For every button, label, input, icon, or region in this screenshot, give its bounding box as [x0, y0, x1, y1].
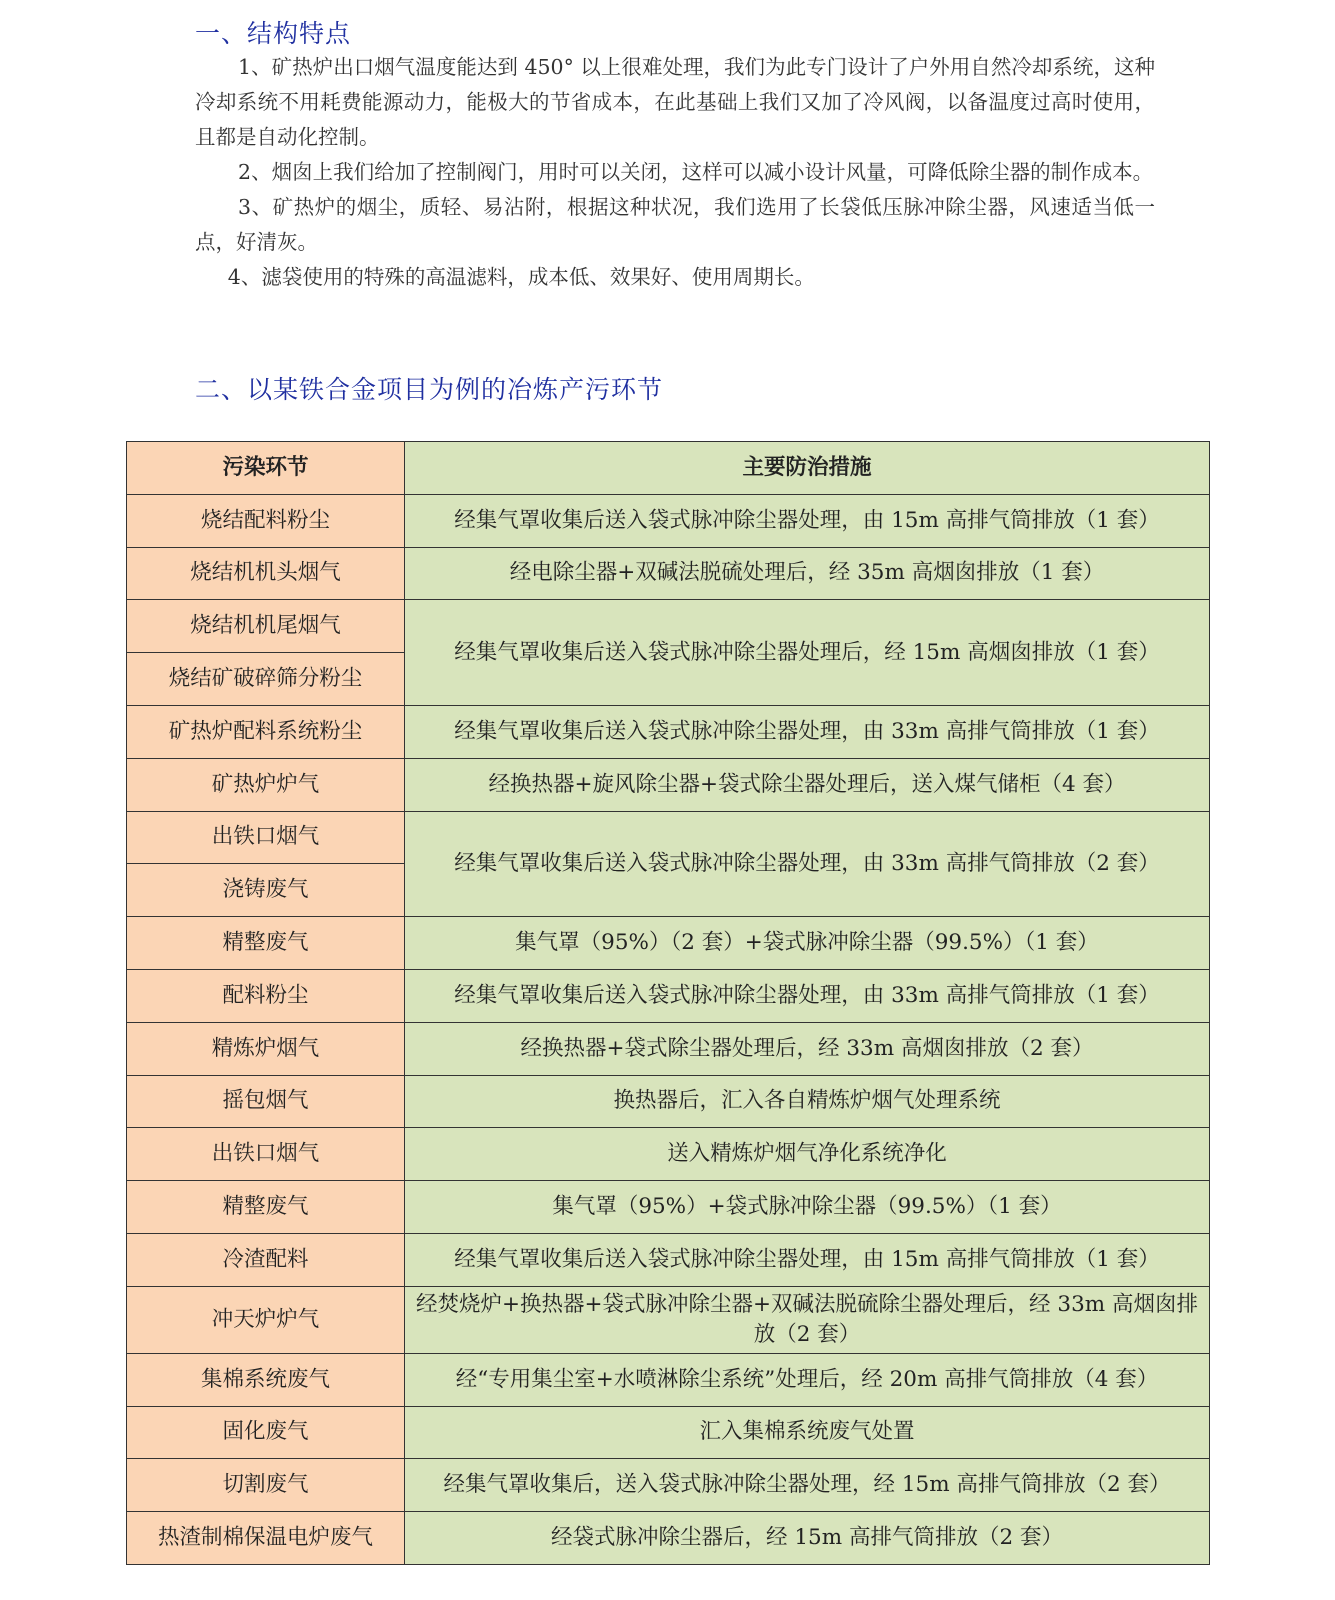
table-row [127, 1075, 1210, 1128]
pollution-source-cell: 配料粉尘 [127, 969, 405, 1022]
measure-cell: 经焚烧炉+换热器+袋式脉冲除尘器+双碱法脱硫除尘器处理后，经 33m 高烟囱排放（2 套） [405, 1286, 1210, 1353]
section-title-structure: 一、结构特点 [195, 19, 352, 48]
table-row [127, 1286, 1210, 1353]
table-row [127, 1353, 1210, 1406]
measure-cell: 经集气罩收集后送入袋式脉冲除尘器处理，由 33m 高排气筒排放（1 套） [405, 705, 1210, 758]
table-row [127, 1022, 1210, 1075]
measure-cell: 经集气罩收集后，送入袋式脉冲除尘器处理，经 15m 高排气筒排放（2 套） [405, 1459, 1210, 1512]
measure-cell: 经“专用集尘室+水喷淋除尘系统”处理后，经 20m 高排气筒排放（4 套） [405, 1353, 1210, 1406]
pollution-source-cell: 固化废气 [127, 1406, 405, 1459]
paragraph-1: 1、矿热炉出口烟气温度能达到 450° 以上很难处理，我们为此专门设计了户外用自然冷却系统，这种冷却系统不用耗费能源动力，能极大的节省成本，在此基础上我们又加了冷风阀，以备温度过高时使用，且都是自动化控制。 [195, 55, 1155, 149]
pollution-source-cell: 摇包烟气 [127, 1075, 405, 1128]
pollution-source-cell: 热渣制棉保温电炉废气 [127, 1512, 405, 1565]
pollution-source-cell: 烧结配料粉尘 [127, 494, 405, 547]
table-header-row [127, 442, 1210, 495]
pollution-source-cell: 浇铸废气 [127, 864, 405, 917]
table-row [127, 1233, 1210, 1286]
pollution-source-cell: 精整废气 [127, 917, 405, 970]
pollution-source-cell: 矿热炉炉气 [127, 758, 405, 811]
measure-cell: 送入精炼炉烟气净化系统净化 [405, 1128, 1210, 1181]
pollution-source-cell: 出铁口烟气 [127, 1128, 405, 1181]
table-row [127, 1181, 1210, 1234]
table-row [127, 1128, 1210, 1181]
pollution-source-cell: 烧结矿破碎筛分粉尘 [127, 653, 405, 706]
table-row [127, 1459, 1210, 1512]
table-row [127, 758, 1210, 811]
pollution-source-cell: 烧结机机尾烟气 [127, 600, 405, 653]
pollution-source-cell: 精炼炉烟气 [127, 1022, 405, 1075]
table-row [127, 917, 1210, 970]
paragraph-4: 4、滤袋使用的特殊的高温滤料，成本低、效果好、使用周期长。 [227, 265, 815, 289]
measure-cell: 换热器后，汇入各自精炼炉烟气处理系统 [405, 1075, 1210, 1128]
table-row [127, 1512, 1210, 1565]
pollution-source-cell: 烧结机机头烟气 [127, 547, 405, 600]
measure-cell: 经集气罩收集后送入袋式脉冲除尘器处理，由 15m 高排气筒排放（1 套） [405, 1233, 1210, 1286]
pollution-source-cell: 集棉系统废气 [127, 1353, 405, 1406]
pollution-table [126, 441, 1210, 1565]
measure-cell: 经集气罩收集后送入袋式脉冲除尘器处理后，经 15m 高烟囱排放（1 套） [405, 600, 1210, 706]
measure-cell: 集气罩（95%）+袋式脉冲除尘器（99.5%）（1 套） [405, 1181, 1210, 1234]
header-measures: 主要防治措施 [405, 442, 1210, 495]
structure-paragraphs [195, 50, 1155, 295]
pollution-source-cell: 精整废气 [127, 1181, 405, 1234]
measure-cell: 集气罩（95%）（2 套）+袋式脉冲除尘器（99.5%）（1 套） [405, 917, 1210, 970]
pollution-source-cell: 矿热炉配料系统粉尘 [127, 705, 405, 758]
paragraph-2: 2、烟囱上我们给加了控制阀门，用时可以关闭，这样可以减小设计风量，可降低除尘器的制作成本。 [238, 160, 1154, 184]
table-row [127, 494, 1210, 547]
measure-cell: 经电除尘器+双碱法脱硫处理后，经 35m 高烟囱排放（1 套） [405, 547, 1210, 600]
table-row [127, 600, 1210, 653]
table-row [127, 1406, 1210, 1459]
measure-cell: 经换热器+旋风除尘器+袋式除尘器处理后，送入煤气储柜（4 套） [405, 758, 1210, 811]
pollution-source-cell: 切割废气 [127, 1459, 405, 1512]
table-row [127, 811, 1210, 864]
measure-cell: 经集气罩收集后送入袋式脉冲除尘器处理，由 33m 高排气筒排放（1 套） [405, 969, 1210, 1022]
pollution-source-cell: 出铁口烟气 [127, 811, 405, 864]
table-row [127, 547, 1210, 600]
table-row [127, 969, 1210, 1022]
header-pollution-source: 污染环节 [127, 442, 405, 495]
pollution-source-cell: 冷渣配料 [127, 1233, 405, 1286]
measure-cell: 经袋式脉冲除尘器后，经 15m 高排气筒排放（2 套） [405, 1512, 1210, 1565]
measure-cell: 经集气罩收集后送入袋式脉冲除尘器处理，由 15m 高排气筒排放（1 套） [405, 494, 1210, 547]
table-row [127, 705, 1210, 758]
measure-cell: 经换热器+袋式除尘器处理后，经 33m 高烟囱排放（2 套） [405, 1022, 1210, 1075]
pollution-source-cell: 冲天炉炉气 [127, 1286, 405, 1353]
section-title-pollution: 二、以某铁合金项目为例的冶炼产污环节 [195, 375, 664, 404]
measure-cell: 经集气罩收集后送入袋式脉冲除尘器处理，由 33m 高排气筒排放（2 套） [405, 811, 1210, 917]
measure-cell: 汇入集棉系统废气处置 [405, 1406, 1210, 1459]
paragraph-3: 3、矿热炉的烟尘，质轻、易沾附，根据这种状况，我们选用了长袋低压脉冲除尘器，风速适当低一点，好清灰。 [195, 195, 1155, 254]
